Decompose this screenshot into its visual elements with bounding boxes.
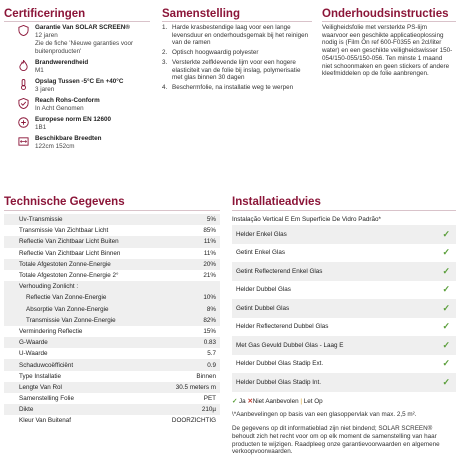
tech-row bbox=[4, 393, 220, 404]
tech-row-value: 210µ bbox=[201, 406, 216, 414]
installatie-row-label: Getint Dubbel Glas bbox=[236, 304, 290, 312]
samenstelling-item: 2. Optisch hoogwaardig polyester bbox=[162, 49, 259, 57]
check-icon: ✓ bbox=[442, 228, 450, 239]
samenstelling-title: Samenstelling bbox=[162, 8, 240, 20]
tech-row-label: Uv-Transmissie bbox=[19, 216, 63, 224]
legend-ja: Ja bbox=[239, 397, 246, 405]
samenstelling-divider bbox=[162, 21, 312, 22]
cert-item-title: Reach Rohs-Conform bbox=[35, 97, 100, 104]
tech-row-label: Dikte bbox=[19, 406, 34, 414]
tech-row bbox=[4, 337, 220, 348]
installatie-row bbox=[232, 225, 456, 244]
installatie-row-label: Helder Enkel Glas bbox=[236, 230, 287, 238]
tech-row bbox=[4, 359, 220, 370]
cert-item-title: Brandwerendheid bbox=[35, 59, 89, 66]
legend-let-op: Let Op bbox=[303, 397, 323, 405]
tech-row-label: Schaduwcoëfficiënt bbox=[19, 361, 74, 369]
norm-icon bbox=[18, 117, 29, 128]
tech-row-value: 10% bbox=[203, 294, 216, 302]
cert-item-desc: 3 jaren bbox=[35, 86, 55, 93]
installatie-row-label: Met Gas Gevuld Dubbel Glas - Laag E bbox=[236, 341, 344, 349]
tech-row-label: Totale Afgestoten Zonne-Energie bbox=[19, 260, 111, 268]
cert-item bbox=[4, 135, 150, 151]
technische-table bbox=[4, 214, 220, 427]
tech-row-label: U-Waarde bbox=[19, 350, 48, 358]
tech-row-label: Vermindering Reflectie bbox=[19, 327, 83, 335]
installatie-disclaimer: De gegevens op dit informatieblad zijn niet bindend; SOLAR SCREEN® behoudt zich het recht voor om op elk moment de samenstelling van haar producten te wijzigen. Raadpleeg onze garantievoorwaarden en algemene verkoopvoorwaarden. bbox=[232, 425, 440, 456]
cert-item-desc: 1B1 bbox=[35, 124, 47, 131]
tech-row-value: 21% bbox=[203, 272, 216, 280]
onderhoud-paragraph: Veiligheidsfolie met versterkte PS-lijm waarvoor een geschikte applicatieoplossing nodig is (Film On ref 600-F0355 en 2cl/liter water) en een geschikte veiligheidswisser 150-054/150-055/150-056. Ten minste 1 maand niet schoonmaken en geen stickers of andere kleefmiddelen op de folie aanbrengen. bbox=[322, 24, 453, 78]
cert-item-title: Garantie Van SOLAR SCREEN® bbox=[35, 24, 130, 31]
tech-row-label: Transmissie Van Zonne-Energie bbox=[26, 316, 116, 324]
tech-row-label: Samenstelling Folie bbox=[19, 395, 74, 403]
check-icon: ✓ bbox=[442, 376, 450, 387]
tech-row-value: 0.9 bbox=[207, 361, 216, 369]
check-icon: ✓ bbox=[442, 265, 450, 276]
tech-row-value: 5% bbox=[206, 216, 216, 224]
tech-row-label: Transmissie Van Zichtbaar Licht bbox=[19, 227, 109, 235]
tech-row-label: Type Installatie bbox=[19, 372, 62, 380]
cert-item bbox=[4, 97, 150, 113]
installatie-legend bbox=[232, 398, 456, 405]
cert-item-title: Opslag Tussen -5°C En +40°C bbox=[35, 78, 124, 85]
onderhoud-title: Onderhoudsinstructies bbox=[322, 8, 449, 20]
tech-row-value: 85% bbox=[203, 227, 216, 235]
cross-icon: ✕ bbox=[247, 397, 253, 405]
tech-row-label: Verhouding Zonlicht : bbox=[19, 283, 79, 291]
samenstelling-item: 3. Versterkte zelfklevende lijm voor een hogere elasticiteit van de folie bij inslag, polymerisatie met glas binnen 30 dagen bbox=[162, 58, 301, 82]
tech-row bbox=[4, 415, 220, 426]
tech-row-label: Reflectie Van Zichtbaar Licht Binnen bbox=[19, 249, 121, 257]
tech-row bbox=[4, 259, 220, 270]
tech-row-value: 82% bbox=[203, 316, 216, 324]
cert-item bbox=[4, 59, 150, 75]
tech-row-value: Binnen bbox=[196, 372, 216, 380]
installatie-row-label: Getint Enkel Glas bbox=[236, 249, 285, 257]
samenstelling-item: 1. Harde krasbestendige laag voor een lange levensduur en onderhoudsgemak bij het reinigen van de ramen bbox=[162, 24, 309, 47]
certificeringen-divider bbox=[4, 21, 150, 22]
cert-item bbox=[4, 78, 150, 94]
cert-item bbox=[4, 116, 150, 132]
installatie-row-label: Helder Dubbel Glas Stadip Ext. bbox=[236, 360, 324, 368]
tech-row-label: G-Waarde bbox=[19, 339, 48, 347]
installatie-title: Installatieadvies bbox=[232, 196, 321, 208]
cert-item-title: Beschikbare Breedten bbox=[35, 135, 102, 142]
check-icon: ✓ bbox=[442, 284, 450, 295]
installatie-section bbox=[232, 214, 456, 456]
samenstelling-item: 4. Beschermfolie, na installatie weg te werpen bbox=[162, 83, 294, 91]
installatie-row bbox=[232, 355, 456, 374]
cert-item-desc: 12 jaren Zie de fiche 'Nieuwe garanties voor buitenproducten' bbox=[35, 32, 134, 55]
tech-row-label: Lengte Van Rol bbox=[19, 383, 62, 391]
tech-row bbox=[4, 371, 220, 382]
tech-row-value: 15% bbox=[203, 327, 216, 335]
flame-icon bbox=[18, 60, 29, 71]
installatie-row bbox=[232, 318, 456, 337]
tech-row-value: PET bbox=[203, 395, 216, 403]
check-icon: ✓ bbox=[442, 302, 450, 313]
warning-icon: | bbox=[300, 397, 302, 405]
certificeringen-list bbox=[4, 24, 150, 154]
tech-row-label: Reflectie Van Zonne-Energie bbox=[26, 294, 107, 302]
tech-row-value: 5.7 bbox=[207, 350, 216, 358]
installatie-row bbox=[232, 299, 456, 318]
check-icon: ✓ bbox=[442, 321, 450, 332]
tech-row bbox=[4, 382, 220, 393]
tech-row bbox=[4, 315, 220, 326]
check-icon: ✓ bbox=[442, 339, 450, 350]
tech-row bbox=[4, 248, 220, 259]
installatie-row bbox=[232, 244, 456, 263]
onderhoud-divider bbox=[322, 21, 456, 22]
installatie-row-label: Getint Reflecterend Enkel Glas bbox=[236, 267, 323, 275]
installatie-row bbox=[232, 336, 456, 355]
tech-row bbox=[4, 326, 220, 337]
technische-title: Technische Gegevens bbox=[4, 196, 125, 208]
tech-row bbox=[4, 225, 220, 236]
cert-item-desc: 122cm 152cm bbox=[35, 143, 75, 150]
tech-row bbox=[4, 304, 220, 315]
tech-row-label: Totale Afgestoten Zonne-Energie 2° bbox=[19, 272, 119, 280]
check-icon: ✓ bbox=[442, 247, 450, 258]
tech-row-value: 11% bbox=[203, 249, 216, 257]
tech-row bbox=[4, 236, 220, 247]
tech-row-value: 11% bbox=[203, 238, 216, 246]
installatie-divider bbox=[232, 210, 456, 211]
tech-row-label: Kleur Van Buitenaf bbox=[19, 417, 72, 425]
tech-row-label: Reflectie Van Zichtbaar Licht Buiten bbox=[19, 238, 119, 246]
tech-row bbox=[4, 281, 220, 292]
tech-row bbox=[4, 348, 220, 359]
installatie-subtitle: Instalação Vertical E Em Superfície De Vidro Padrão* bbox=[232, 216, 381, 223]
tech-row bbox=[4, 270, 220, 281]
tech-row-value: 20% bbox=[203, 260, 216, 268]
cert-item-desc: In Acht Genomen bbox=[35, 105, 84, 112]
cert-item-title: Europese norm EN 12600 bbox=[35, 116, 111, 123]
tech-row-label: Absorptie Van Zonne-Energie bbox=[26, 305, 109, 313]
thermometer-icon bbox=[18, 79, 29, 90]
technische-divider bbox=[4, 210, 220, 211]
tech-row-value: 0.83 bbox=[203, 339, 216, 347]
tech-row-value: DOORZICHTIG bbox=[171, 417, 216, 425]
installatie-row-label: Helder Dubbel Glas Stadip Int. bbox=[236, 378, 322, 386]
shield-icon bbox=[18, 25, 29, 36]
legend-nee: Niet Aanbevolen bbox=[252, 397, 299, 405]
cert-item bbox=[4, 24, 150, 56]
installatie-row bbox=[232, 262, 456, 281]
onderhoud-text bbox=[322, 24, 454, 81]
certificeringen-title: Certificeringen bbox=[4, 8, 86, 20]
tech-row bbox=[4, 404, 220, 415]
tech-row bbox=[4, 292, 220, 303]
installatie-row-label: Helder Dubbel Glas bbox=[236, 286, 291, 294]
check-icon: ✓ bbox=[232, 397, 238, 405]
tech-row bbox=[4, 214, 220, 225]
installatie-row bbox=[232, 281, 456, 300]
tech-row-value: 8% bbox=[206, 305, 216, 313]
installatie-row bbox=[232, 373, 456, 392]
check-icon: ✓ bbox=[442, 358, 450, 369]
installatie-footnote: \*Aanbevelingen op basis van een glasoppervlak van max. 2,5 m². bbox=[232, 410, 417, 418]
check-shield-icon bbox=[18, 98, 29, 109]
tech-row-value: 30.5 meters m bbox=[175, 383, 216, 391]
width-icon bbox=[18, 136, 29, 147]
samenstelling-list bbox=[162, 24, 312, 94]
installatie-row-label: Helder Reflecterend Dubbel Glas bbox=[236, 323, 329, 331]
cert-item-desc: M1 bbox=[35, 67, 44, 74]
installatie-table bbox=[232, 225, 456, 392]
